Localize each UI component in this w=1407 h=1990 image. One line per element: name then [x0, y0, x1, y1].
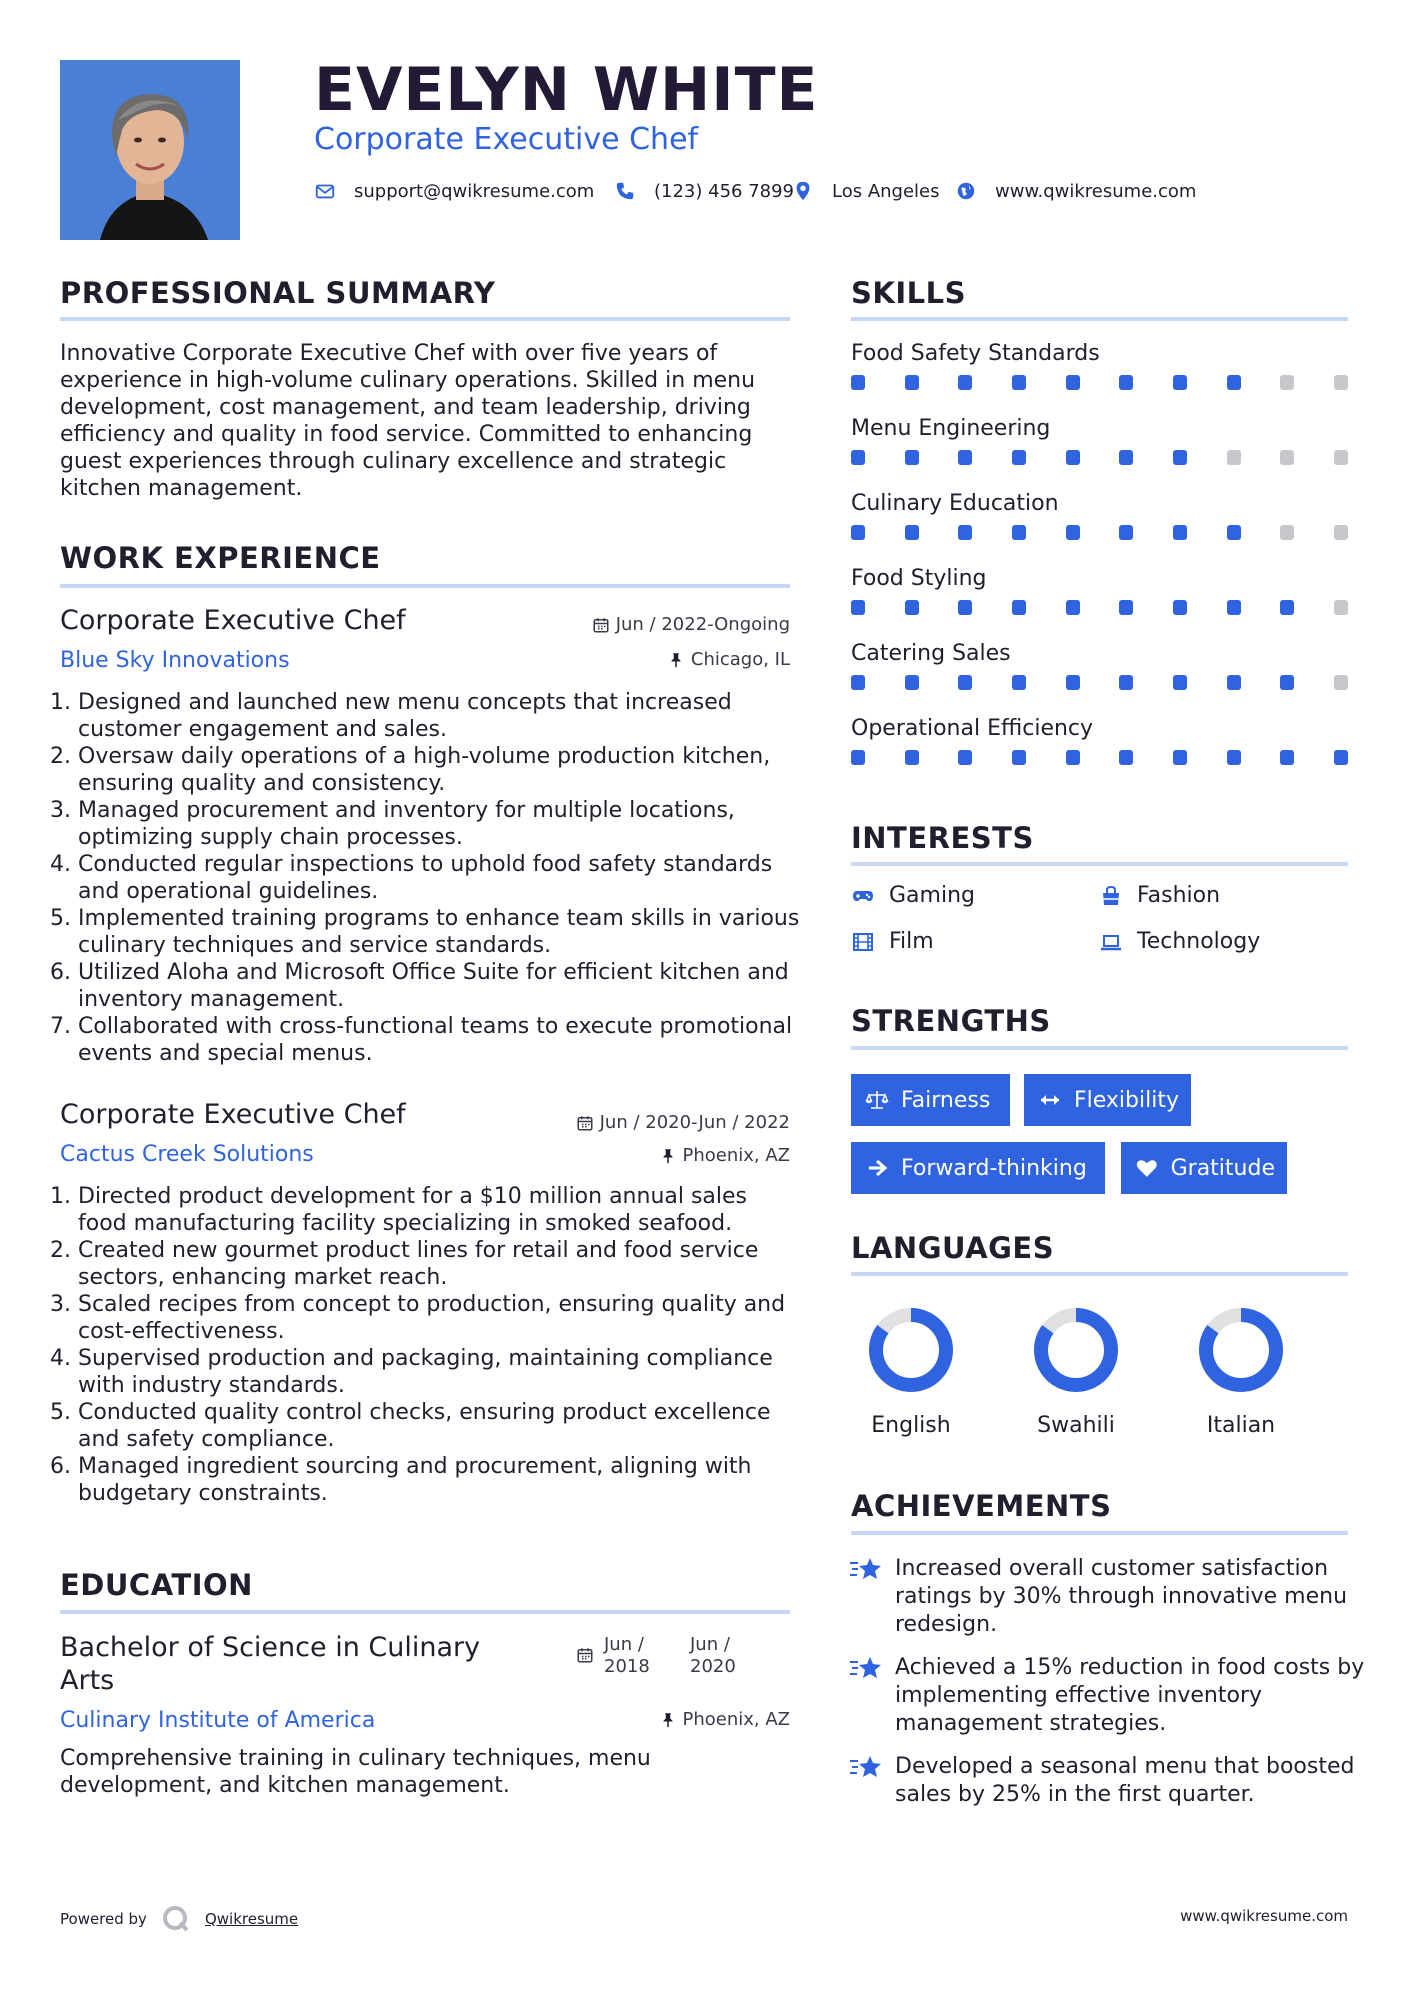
language-item [1016, 1305, 1136, 1438]
rating-dot-filled [1334, 750, 1348, 765]
rating-dot-filled [905, 600, 919, 615]
phone-icon [614, 180, 636, 202]
skill-item [851, 416, 1348, 491]
interest-film [851, 929, 934, 954]
rating-dot-filled [958, 375, 972, 390]
rating-dot-filled [1119, 750, 1133, 765]
duty-item: 7. Collaborated with cross-functional teams to execute promotional events and special menus. [78, 1013, 800, 1067]
shooting-star-icon [849, 1753, 883, 1781]
pushpin-icon [667, 651, 685, 669]
rating-dot-filled [905, 525, 919, 540]
rating-dot-filled [1066, 600, 1080, 615]
achievement-item [849, 1555, 1379, 1639]
achievement-item [849, 1753, 1379, 1809]
strength-label: Flexibility [1074, 1087, 1179, 1113]
skill-rating [851, 450, 1348, 465]
company-name[interactable]: Cactus Creek Solutions [60, 1142, 314, 1167]
skill-rating [851, 675, 1348, 690]
school-name[interactable]: Culinary Institute of America [60, 1708, 376, 1733]
duty-item: 1. Directed product development for a $10 million annual sales food manufacturing facility specializing in smoked seafood. [78, 1183, 800, 1237]
interest-label: Technology [1137, 929, 1261, 954]
powered-by-text: Powered by [60, 1910, 147, 1928]
rating-dot-filled [1227, 675, 1241, 690]
duty-item: 4. Conducted regular inspections to uphold food safety standards and operational guidelines. [78, 851, 800, 905]
rating-dot-filled [1119, 375, 1133, 390]
footer-powered-by [60, 1904, 298, 1934]
envelope-icon [314, 180, 336, 202]
rating-dot-filled [1012, 675, 1026, 690]
education-end: Jun / 2020 [690, 1634, 736, 1677]
rating-dot-filled [1173, 750, 1187, 765]
rating-dot-filled [851, 450, 865, 465]
language-item [851, 1305, 971, 1438]
rating-dot-empty [1227, 450, 1241, 465]
rating-dot-filled [851, 750, 865, 765]
rating-dot-filled [851, 675, 865, 690]
rating-dot-filled [1012, 375, 1026, 390]
experience-heading: WORK EXPERIENCE [60, 541, 381, 575]
skill-item [851, 641, 1348, 716]
rating-dot-filled [1280, 600, 1294, 615]
interest-fashion [1099, 883, 1220, 908]
language-name: Swahili [1037, 1413, 1115, 1438]
language-name: Italian [1206, 1413, 1276, 1438]
job-dates-text: Jun / 2020-Jun / 2022 [599, 1112, 790, 1133]
achievements-rule [851, 1531, 1348, 1535]
rating-dot-filled [851, 525, 865, 540]
rating-dot-filled [1227, 525, 1241, 540]
language-name: English [871, 1413, 951, 1438]
calendar-icon [576, 1114, 594, 1132]
rating-dot-filled [1012, 450, 1026, 465]
rating-dot-filled [1119, 525, 1133, 540]
skill-rating [851, 750, 1348, 765]
rating-dot-filled [905, 750, 919, 765]
rating-dot-filled [905, 375, 919, 390]
duty-item: 1. Designed and launched new menu concepts that increased customer engagement and sales. [78, 689, 800, 743]
strength-label: Fairness [901, 1087, 991, 1113]
rating-dot-filled [1227, 600, 1241, 615]
job-duties-list [60, 689, 800, 1067]
skills-heading: SKILLS [851, 276, 966, 310]
rating-dot-filled [958, 450, 972, 465]
skill-name: Menu Engineering [851, 416, 1051, 441]
rating-dot-filled [1227, 750, 1241, 765]
rating-dot-filled [1173, 675, 1187, 690]
summary-heading: PROFESSIONAL SUMMARY [60, 276, 496, 310]
calendar-icon [592, 616, 610, 634]
rating-dot-filled [905, 675, 919, 690]
skill-rating [851, 600, 1348, 615]
skill-name: Food Styling [851, 566, 987, 591]
language-item [1181, 1305, 1301, 1438]
skills-list [851, 341, 1348, 791]
portrait-image [60, 60, 240, 240]
job-location-text: Chicago, IL [690, 649, 790, 670]
skill-item [851, 341, 1348, 416]
education-start: Jun / 2018 [604, 1634, 650, 1677]
strength-badge [1121, 1142, 1287, 1194]
balance-scale-icon [865, 1088, 889, 1112]
contact-location [792, 180, 940, 202]
strength-badge [851, 1142, 1105, 1194]
rating-dot-filled [1066, 375, 1080, 390]
education-dates [576, 1634, 750, 1678]
education-heading: EDUCATION [60, 1568, 253, 1602]
rating-dot-filled [1119, 600, 1133, 615]
rating-dot-filled [958, 675, 972, 690]
pushpin-icon [659, 1147, 677, 1165]
achievements-heading: ACHIEVEMENTS [851, 1489, 1112, 1523]
strength-label: Forward-thinking [901, 1155, 1087, 1181]
skill-item [851, 716, 1348, 791]
shooting-star-icon [849, 1555, 883, 1583]
interests-heading: INTERESTS [851, 821, 1034, 855]
achievement-text: Increased overall customer satisfaction ratings by 30% through innovative menu redesign. [895, 1556, 1348, 1637]
website-text: www.qwikresume.com [995, 180, 1197, 202]
phone-text: (123) 456 7899 [654, 180, 795, 202]
skill-name: Catering Sales [851, 641, 1011, 666]
rating-dot-empty [1334, 450, 1348, 465]
interest-label: Gaming [889, 883, 975, 908]
heart-icon [1135, 1156, 1159, 1180]
duty-item: 5. Implemented training programs to enhance team skills in various culinary techniques and service standards. [78, 905, 800, 959]
rating-dot-filled [851, 600, 865, 615]
strength-label: Gratitude [1170, 1155, 1275, 1181]
candidate-name: EVELYN WHITE [314, 55, 819, 125]
education-rule [60, 1610, 790, 1614]
interest-label: Fashion [1137, 883, 1221, 908]
rating-dot-filled [1012, 525, 1026, 540]
rating-dot-filled [905, 450, 919, 465]
rating-dot-filled [1280, 750, 1294, 765]
rating-dot-filled [851, 375, 865, 390]
rating-dot-empty [1334, 600, 1348, 615]
education-location [659, 1709, 791, 1730]
rating-dot-filled [1119, 675, 1133, 690]
interest-technology [1099, 929, 1260, 954]
email-text: support@qwikresume.com [354, 180, 595, 202]
gamepad-icon [851, 884, 875, 908]
job-location [667, 649, 790, 670]
laptop-icon [1099, 930, 1123, 954]
strength-badge [851, 1074, 1010, 1126]
education-description: Comprehensive training in culinary techniques, menu development, and kitchen management. [60, 1746, 651, 1798]
interest-gaming [851, 883, 975, 908]
skill-rating [851, 525, 1348, 540]
summary-rule [60, 317, 790, 321]
interest-label: Film [889, 929, 934, 954]
achievement-text: Achieved a 15% reduction in food costs by implementing effective inventory management strategies. [895, 1655, 1365, 1736]
duty-item: 2. Oversaw daily operations of a high-volume production kitchen, ensuring quality and consistency. [78, 743, 800, 797]
language-donut [851, 1305, 971, 1395]
rating-dot-filled [1173, 600, 1187, 615]
duty-item: 6. Managed ingredient sourcing and procurement, aligning with budgetary constraints. [78, 1453, 800, 1507]
shopping-bag-icon [1099, 884, 1123, 908]
degree-title: Bachelor of Science in Culinary Arts [60, 1632, 481, 1696]
summary-text: Innovative Corporate Executive Chef with over five years of experience in high-volume culinary operations. Skilled in menu development, cost management, and team leadership, driving efficiency and quality in food service. Committed to enhancing guest experiences through culinary excellence and strategic kitchen management. [60, 341, 756, 501]
shooting-star-icon [849, 1654, 883, 1682]
rating-dot-filled [958, 525, 972, 540]
strengths-heading: STRENGTHS [851, 1004, 1051, 1038]
duty-item: 4. Supervised production and packaging, maintaining compliance with industry standards. [78, 1345, 800, 1399]
rating-dot-filled [1012, 600, 1026, 615]
language-donut [1181, 1305, 1301, 1395]
rating-dot-empty [1334, 375, 1348, 390]
languages-list [851, 1305, 1348, 1445]
location-text: Los Angeles [832, 180, 940, 202]
contact-phone[interactable] [614, 180, 794, 202]
rating-dot-filled [1119, 450, 1133, 465]
interests-rule [851, 862, 1348, 866]
skill-name: Food Safety Standards [851, 341, 1100, 366]
achievement-text: Developed a seasonal menu that boosted sales by 25% in the first quarter. [895, 1754, 1355, 1807]
rating-dot-filled [1066, 450, 1080, 465]
candidate-title: Corporate Executive Chef [314, 122, 699, 157]
rating-dot-empty [1334, 525, 1348, 540]
rating-dot-empty [1280, 375, 1294, 390]
skill-rating [851, 375, 1348, 390]
job-location-text: Phoenix, AZ [682, 1145, 790, 1166]
job-title: Corporate Executive Chef [60, 605, 406, 636]
rating-dot-filled [1173, 375, 1187, 390]
duty-item: 6. Utilized Aloha and Microsoft Office Suite for efficient kitchen and inventory management. [78, 959, 800, 1013]
pushpin-icon [659, 1711, 677, 1729]
rating-dot-filled [1066, 750, 1080, 765]
skill-name: Culinary Education [851, 491, 1059, 516]
rating-dot-filled [958, 750, 972, 765]
company-name[interactable]: Blue Sky Innovations [60, 648, 290, 673]
job-dates [576, 1112, 790, 1133]
rating-dot-empty [1280, 450, 1294, 465]
globe-icon [955, 180, 977, 202]
rating-dot-filled [1012, 750, 1026, 765]
contact-website[interactable] [955, 180, 1196, 202]
qwikresume-logo-icon [161, 1904, 191, 1934]
job-duties-list [60, 1183, 800, 1507]
languages-rule [851, 1272, 1348, 1276]
job-dates-text: Jun / 2022-Ongoing [615, 614, 790, 635]
strengths-rule [851, 1046, 1348, 1050]
duty-item: 3. Managed procurement and inventory for multiple locations, optimizing supply chain processes. [78, 797, 800, 851]
experience-rule [60, 584, 790, 588]
rating-dot-empty [1280, 525, 1294, 540]
achievement-item [849, 1654, 1379, 1738]
rating-dot-empty [1334, 675, 1348, 690]
rating-dot-filled [958, 600, 972, 615]
rating-dot-filled [1173, 450, 1187, 465]
skill-item [851, 566, 1348, 641]
duty-item: 2. Created new gourmet product lines for retail and food service sectors, enhancing market reach. [78, 1237, 800, 1291]
calendar-icon [576, 1646, 594, 1664]
language-donut [1016, 1305, 1136, 1395]
skills-rule [851, 317, 1348, 321]
rating-dot-filled [1066, 525, 1080, 540]
education-location-text: Phoenix, AZ [682, 1709, 790, 1730]
job-location [659, 1145, 791, 1166]
skill-name: Operational Efficiency [851, 716, 1094, 741]
rating-dot-filled [1227, 375, 1241, 390]
skill-item [851, 491, 1348, 566]
job-title: Corporate Executive Chef [60, 1099, 406, 1130]
arrow-right-icon [865, 1156, 889, 1180]
rating-dot-filled [1066, 675, 1080, 690]
duty-item: 5. Conducted quality control checks, ensuring product excellence and safety compliance. [78, 1399, 800, 1453]
job-dates [592, 614, 790, 635]
film-icon [851, 930, 875, 954]
contact-email[interactable] [314, 180, 594, 202]
profile-photo [60, 60, 240, 240]
languages-heading: LANGUAGES [851, 1231, 1055, 1265]
arrows-horizontal-icon [1038, 1088, 1062, 1112]
map-marker-icon [792, 180, 814, 202]
rating-dot-filled [1280, 675, 1294, 690]
rating-dot-filled [1173, 525, 1187, 540]
footer-url[interactable]: www.qwikresume.com [1180, 1907, 1348, 1925]
strength-badge [1024, 1074, 1191, 1126]
duty-item: 3. Scaled recipes from concept to production, ensuring quality and cost-effectiveness. [78, 1291, 800, 1345]
brand-link[interactable]: Qwikresume [204, 1910, 299, 1928]
